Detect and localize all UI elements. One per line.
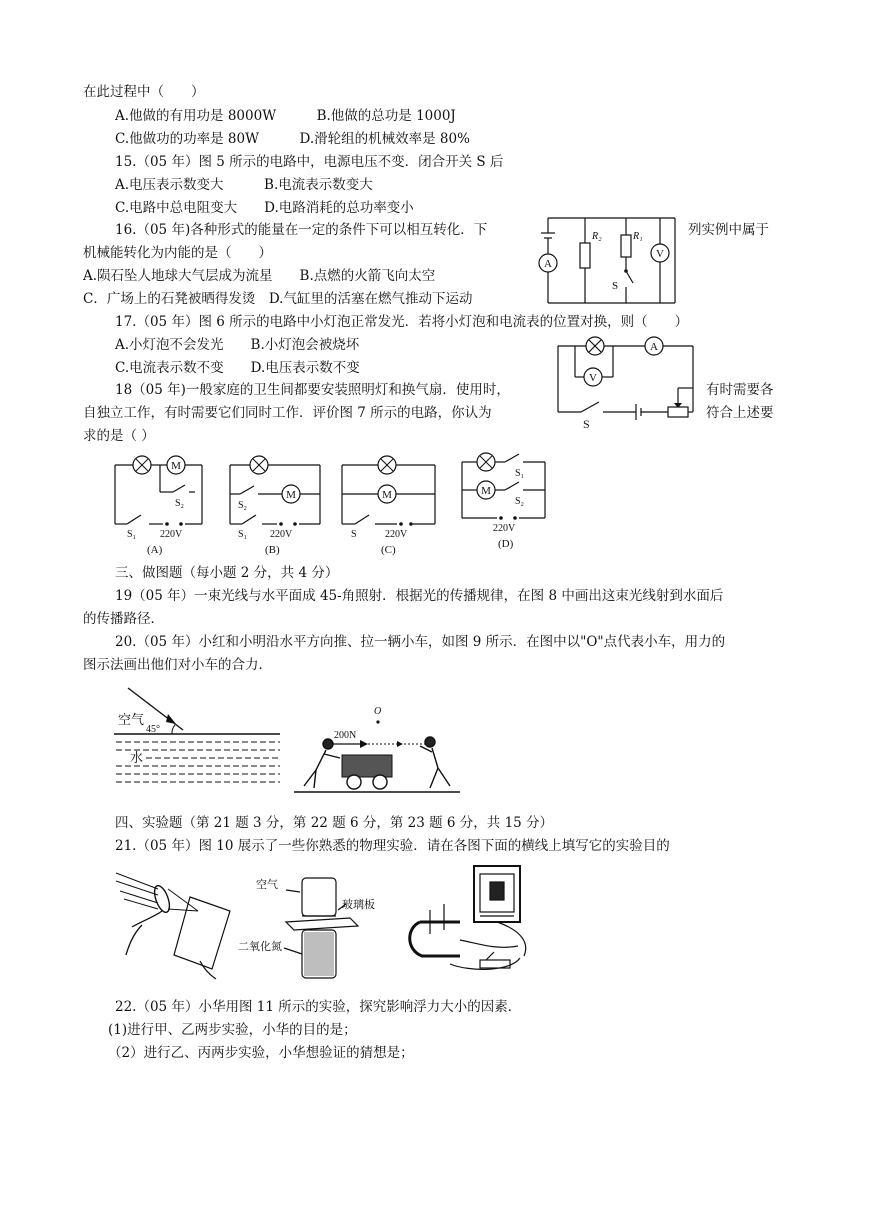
- circuit-d: [462, 453, 545, 550]
- voltmeter-icon: [584, 368, 602, 386]
- circuit-c: [342, 456, 435, 556]
- question-15: 15.（05 年）图 5 所示的电路中，电源电压不变．闭合开关 S 后: [115, 154, 504, 170]
- question-19: 19（05 年）一束光线与水平面成 45-角照射．根据光的传播规律，在图 8 中画出这束光线射到水面后: [115, 588, 724, 604]
- gas-dots: [304, 932, 334, 976]
- water-label: 水: [130, 750, 144, 765]
- rheostat: [668, 407, 688, 417]
- boy-figure: [420, 737, 450, 788]
- ray-arrow: [166, 714, 176, 724]
- figure-8-light-ray: [108, 682, 288, 792]
- svg-text:(B): (B): [265, 544, 280, 556]
- cart-body: [342, 755, 392, 777]
- svg-text:R₂: R₂: [592, 231, 602, 242]
- question-20: 20.（05 年）小红和小明沿水平方向推、拉一辆小车，如图 9 所示．在图中以"O"点代表小车，用力的: [115, 634, 726, 650]
- air-label: 空气: [118, 712, 145, 727]
- figure-5-circuit: [530, 213, 685, 308]
- choice-line: C.他做功的功率是 80W D.滑轮组的机械效率是 80%: [115, 131, 470, 147]
- svg-text:220V: 220V: [493, 523, 516, 534]
- choice-line: C．广场上的石凳被晒得发烫 D.气缸里的活塞在燃气推动下运动: [83, 291, 473, 307]
- wheel: [373, 775, 387, 789]
- svg-text:220V: 220V: [270, 529, 293, 540]
- question-18: 18（05 年)一般家庭的卫生间都要安装照明灯和换气扇．使用时，: [115, 382, 510, 398]
- text-line: 在此过程中（ ）: [83, 84, 205, 100]
- svg-text:S₂: S₂: [238, 500, 248, 511]
- choice-line: C.电路中总电阻变大 D.电路消耗的总功率变小: [115, 200, 414, 216]
- svg-text:V: V: [656, 248, 664, 260]
- svg-text:S₁: S₁: [515, 468, 525, 479]
- figure-10-experiment-diffusion: [238, 870, 398, 985]
- ammeter-icon: [539, 254, 557, 272]
- figure-10-experiment-lens: [112, 865, 240, 983]
- angle-label: 45°: [146, 724, 160, 735]
- switch-label: S: [612, 280, 619, 292]
- svg-text:(D): (D): [498, 538, 514, 550]
- glass-plate-label: 玻璃板: [342, 899, 375, 911]
- switch-label: S: [583, 417, 590, 431]
- choice-line: A.他做的有用功是 8000W B.他做的总功是 1000J: [115, 108, 456, 124]
- section-heading: 三、做图题（每小题 2 分，共 4 分）: [115, 565, 339, 581]
- svg-text:M: M: [286, 489, 296, 501]
- svg-text:A: A: [650, 341, 658, 353]
- text-line: 符合上述要: [706, 405, 774, 421]
- text-line: 机械能转化为内能的是（ ）: [83, 245, 272, 261]
- resistor-r1: [621, 231, 643, 257]
- text-line: 的传播路径．: [83, 611, 164, 627]
- question-16-cont: 列实例中属于: [688, 222, 769, 238]
- figure-7-circuits: [105, 450, 565, 560]
- question-17: 17.（05 年）图 6 所示的电路中小灯泡正常发光．若将小灯泡和电流表的位置对换，则（ ）: [115, 314, 689, 330]
- ammeter-icon: [645, 337, 663, 355]
- section-heading: 四、实验题（第 21 题 3 分，第 22 题 6 分，第 23 题 6 分，共 15 分）: [115, 815, 554, 831]
- svg-text:V: V: [589, 372, 597, 384]
- choice-line: C.电流表示数不变 D.电压表示数不变: [115, 360, 360, 376]
- point-o-label: O: [374, 706, 382, 717]
- svg-text:(A): (A): [147, 544, 163, 556]
- text-line: 求的是（ ）: [83, 428, 155, 444]
- svg-text:S: S: [351, 529, 357, 540]
- svg-text:220V: 220V: [385, 529, 408, 540]
- circuit-a: [115, 456, 202, 556]
- figure-6-circuit: [553, 332, 703, 432]
- svg-text:A: A: [544, 258, 552, 270]
- text-line: 自独立工作，有时需要它们同时工作．评价图 7 所示的电路，你认为: [83, 405, 492, 421]
- question-16: 16.（05 年)各种形式的能量在一定的条件下可以相互转化．下: [115, 222, 488, 238]
- svg-text:M: M: [481, 485, 491, 497]
- circuit-b: [230, 456, 320, 556]
- question-18-cont: 有时需要各: [706, 382, 774, 398]
- nitrogen-dioxide-label: 二氧化氮: [238, 941, 282, 953]
- point-o: [376, 720, 379, 723]
- svg-text:S₂: S₂: [175, 498, 185, 509]
- question-21: 21.（05 年）图 10 展示了一些你熟悉的物理实验．请在各图下面的横线上填写它的实验目的: [115, 838, 670, 854]
- lamp-icon: [586, 337, 604, 355]
- svg-text:220V: 220V: [160, 529, 183, 540]
- force-arrow: [360, 740, 368, 748]
- force-label: 200N: [334, 730, 357, 741]
- question-22: 22.（05 年）小华用图 11 所示的实验，探究影响浮力大小的因素．: [115, 999, 522, 1015]
- svg-text:(C): (C): [381, 544, 396, 556]
- text-line: 图示法画出他们对小车的合力．: [83, 657, 272, 673]
- svg-text:R₁: R₁: [633, 231, 643, 242]
- subquestion-line: （2）进行乙、丙两步实验，小华想验证的猜想是；: [108, 1045, 414, 1061]
- choice-line: A.电压表示数变大 B.电流表示数变大: [115, 177, 373, 193]
- resistor-r2: [580, 231, 602, 268]
- voltmeter-icon: [651, 244, 669, 262]
- switch-contact: [624, 269, 628, 273]
- girl-figure: [304, 739, 340, 788]
- svg-text:M: M: [171, 460, 181, 472]
- choice-line: A.陨石坠人地球大气层成为流星 B.点燃的火箭飞向太空: [83, 268, 436, 284]
- svg-text:S₂: S₂: [515, 496, 525, 507]
- choice-line: A.小灯泡不会发光 B.小灯泡会被烧坏: [115, 337, 360, 353]
- figure-9-cart: [290, 700, 465, 800]
- wheel: [347, 775, 361, 789]
- svg-text:S₁: S₁: [127, 529, 137, 540]
- figure-10-experiment-electromagnet: [400, 860, 550, 985]
- svg-text:M: M: [382, 489, 392, 501]
- svg-text:S₁: S₁: [238, 529, 248, 540]
- subquestion-line: (1)进行甲、乙两步实验，小华的目的是；: [108, 1022, 357, 1038]
- air-label: 空气: [256, 879, 278, 891]
